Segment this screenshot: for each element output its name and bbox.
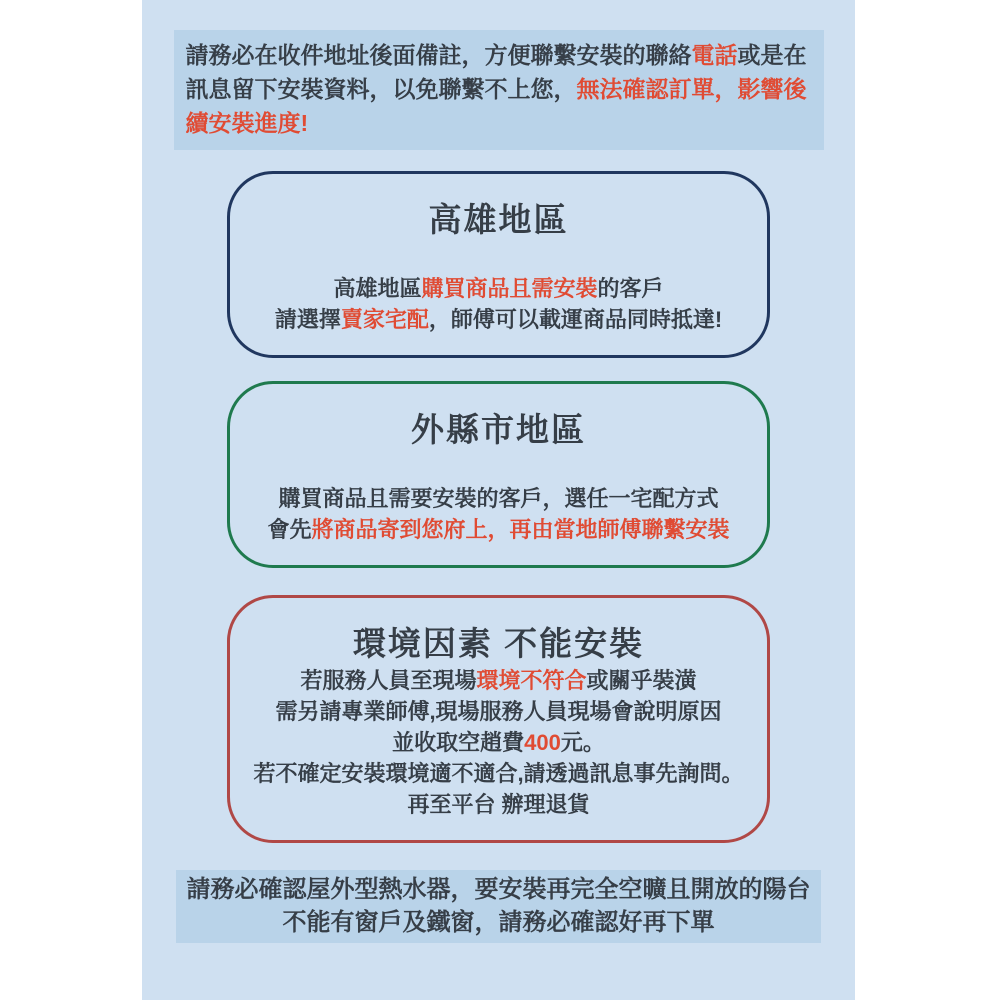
text-segment: 再至平台 辦理退貨 (407, 792, 590, 817)
kaohsiung-area-card (227, 171, 770, 358)
text-segment: 購買商品且需要安裝的客戶，選任一宅配方式 (278, 486, 719, 511)
text-segment: ，師傅可以載運商品同時抵達! (428, 307, 723, 332)
highlight-text: 續安裝進度! (185, 110, 309, 136)
body-line (230, 789, 767, 820)
body-line (230, 696, 767, 727)
text-segment: 若不確定安裝環境適不適合,請透過訊息事先詢問。 (253, 761, 744, 786)
text-segment: 的客戶 (597, 276, 664, 301)
body-line (230, 304, 767, 335)
text-segment: 請務必在收件地址後面備註，方便聯繫安裝的聯絡 (185, 42, 692, 68)
body-line (230, 758, 767, 789)
text-segment: 會先 (267, 517, 312, 542)
highlight-text: 將商品寄到您府上，再由當地師傅聯繫安裝 (311, 517, 730, 542)
highlight-text: 環境不符合 (476, 668, 587, 693)
card-title: 外縣市地區 (411, 411, 586, 448)
body-line (230, 514, 767, 545)
text-segment: 並收取空趙費 (392, 730, 525, 755)
notice-line (186, 38, 812, 72)
card-title: 高雄地區 (428, 201, 569, 238)
bottom-confirmation-notice (176, 870, 821, 943)
flyer-page (142, 0, 855, 1000)
notice-line (186, 72, 812, 106)
environment-restriction-card (227, 595, 770, 843)
text-segment: 高雄地區 (333, 276, 422, 301)
highlight-text: 購買商品且需安裝 (421, 276, 598, 301)
card-body (230, 273, 767, 335)
highlight-text: 400 (524, 730, 561, 755)
body-line (230, 665, 767, 696)
highlight-text: 無法確認訂單，影響後 (576, 76, 807, 102)
text-segment: 訊息留下安裝資料，以免聯繫不上您， (185, 76, 577, 102)
highlight-text: 電話 (691, 42, 738, 68)
text-segment: 請選擇 (274, 307, 341, 332)
body-line (230, 727, 767, 758)
top-contact-notice (174, 30, 824, 150)
notice-line (186, 106, 812, 140)
notice-line: 請務必確認屋外型熱水器，要安裝再完全空曠且開放的陽台 (186, 876, 811, 903)
text-segment: 需另請專業師傅,現場服務人員現場會說明原因 (275, 699, 722, 724)
text-segment: 或是在 (737, 42, 807, 68)
highlight-text: 賣家宅配 (340, 307, 429, 332)
card-body (230, 665, 767, 820)
card-title: 環境因素 不能安裝 (352, 625, 645, 662)
body-line (230, 483, 767, 514)
text-segment: 或關乎裝潢 (586, 668, 697, 693)
notice-line: 不能有窗戶及鐵窗，請務必確認好再下單 (282, 909, 715, 936)
text-segment: 元。 (560, 730, 605, 755)
card-body (230, 483, 767, 545)
other-city-area-card (227, 381, 770, 568)
text-segment: 若服務人員至現場 (300, 668, 477, 693)
body-line (230, 273, 767, 304)
